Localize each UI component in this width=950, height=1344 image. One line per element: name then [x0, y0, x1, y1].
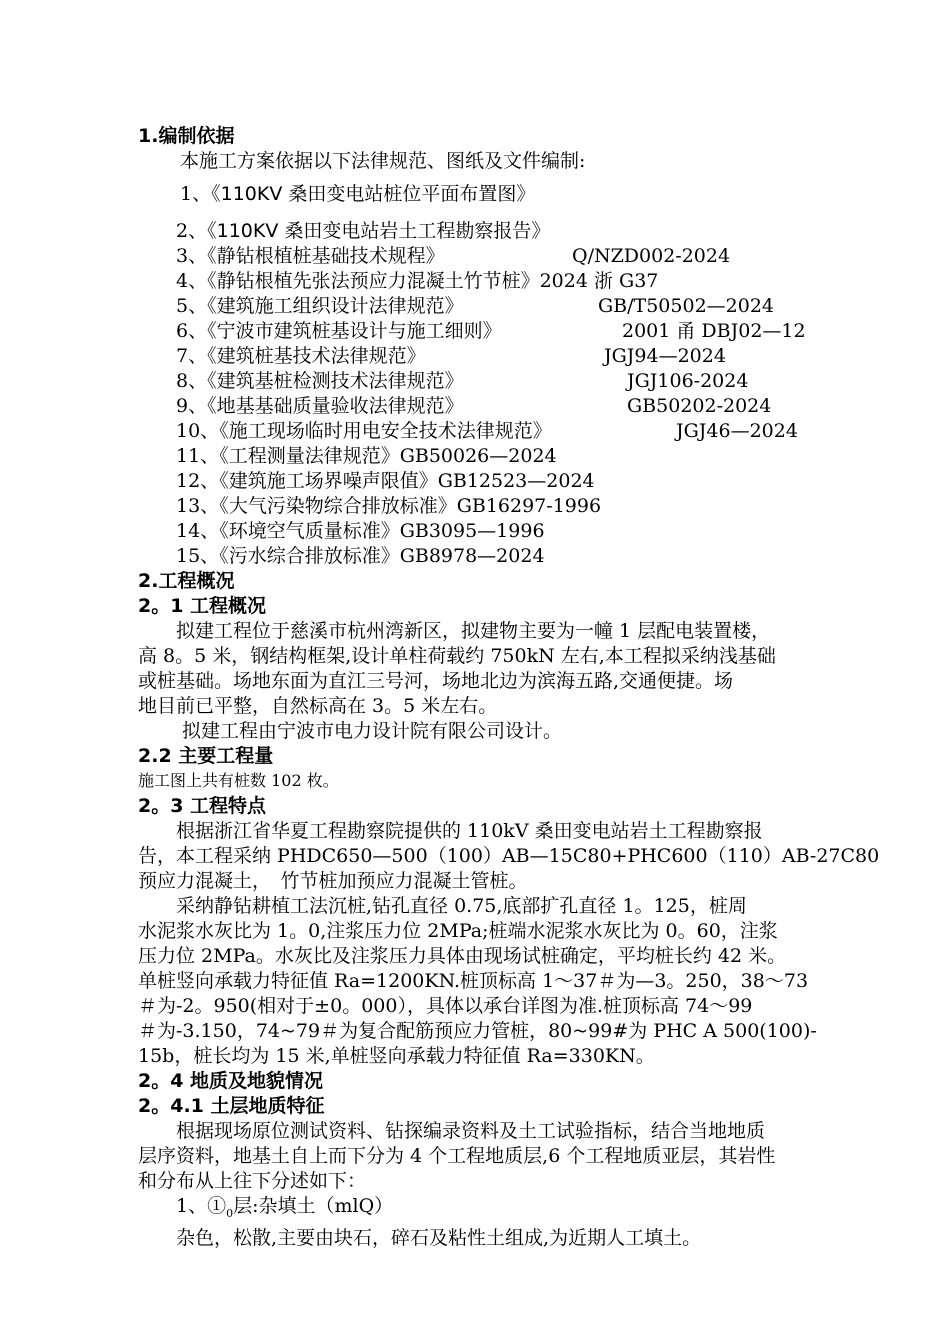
ref-title: 《地基基础质量验收法律规范》 [207, 395, 464, 417]
paragraph-line: 预应力混凝土， 竹节桩加预应力混凝土管桩。 [138, 870, 528, 892]
section-2-4-1-heading: 2。4.1 土层地质特征 [138, 1095, 325, 1117]
layer-subscript: 0 [226, 1206, 234, 1220]
ref-prefix: 《 [211, 183, 221, 205]
paragraph-line: 高 8。5 米，钢结构框架,设计单柱荷载约 750kN 左右,本工程拟采纳浅基础 [138, 645, 776, 667]
ref-project-name: 110KV 桑田变电站 [220, 183, 384, 205]
paragraph-line: ＃为-2。950(相对于±0。000），具体以承台详图为准.桩顶标高 74～99 [138, 995, 753, 1017]
paragraph-line: 根据浙江省华夏工程勘察院提供的 110kV 桑田变电站岩土工程勘察报 [138, 820, 763, 842]
ref-title: 《建筑施工组织设计法律规范》 [207, 295, 464, 317]
ref-number: 4、 [176, 270, 208, 292]
paragraph-line: 水泥浆水灰比为 1。0,注浆压力位 2MPa;桩端水泥浆水灰比为 0。60，注浆 [138, 920, 778, 942]
ref-standard: 2001 甬 DBJ02—12 [622, 320, 806, 342]
ref-number: 1、 [180, 183, 212, 205]
ref-number: 2、 [176, 220, 208, 242]
paragraph-line: 压力位 2MPa。水灰比及注浆压力具体由现场试桩确定，平均桩长约 42 米。 [138, 945, 787, 967]
ref-title: 《污水综合排放标准》GB8978—2024 [219, 545, 545, 567]
ref-number: 7、 [176, 345, 208, 367]
layer-label: 1、① [138, 1195, 227, 1217]
ref-item [176, 519, 545, 543]
ref-project-name: 110KV 桑田变电站 [216, 220, 380, 242]
ref-number: 15、 [176, 545, 220, 567]
ref-number: 3、 [176, 245, 208, 267]
ref-title: 《建筑基桩检测技术法律规范》 [207, 370, 464, 392]
ref-item [176, 244, 445, 268]
ref-title: 《大气污染物综合排放标准》GB16297-1996 [219, 495, 602, 517]
ref-standard: Q/NZD002-2024 [572, 245, 731, 267]
section-2-3-paragraph [138, 819, 880, 1069]
ref-title: 桩位平面布置图》 [383, 183, 536, 205]
layer-1-description: 杂色，松散,主要由块石，碎石及粘性土组成,为近期人工填土。 [138, 1226, 702, 1249]
paragraph-line: 根据现场原位测试资料、钻探编录资料及土工试验指标，结合当地地质 [138, 1120, 766, 1142]
paragraph-line: 或桩基础。场地东面为直江三号河，场地北边为滨海五路,交通便捷。场 [138, 670, 734, 692]
ref-number: 5、 [176, 295, 208, 317]
ref-title: 《宁波市建筑桩基设计与施工细则》 [207, 320, 502, 342]
ref-item [176, 294, 464, 318]
ref-number: 14、 [176, 520, 220, 542]
ref-number: 13、 [176, 495, 220, 517]
ref-item [176, 494, 601, 518]
ref-title: 《施工现场临时用电安全技术法律规范》 [219, 420, 552, 442]
ref-item [180, 182, 535, 206]
ref-prefix: 《 [207, 220, 217, 242]
ref-number: 10、 [176, 420, 220, 442]
section-1-intro: 本施工方案依据以下法律规范、图纸及文件编制: [180, 150, 586, 172]
paragraph-line: 和分布从上往下分述如下： [138, 1170, 367, 1192]
ref-title: 《工程测量法律规范》GB50026—2024 [219, 445, 557, 467]
ref-standard: JGJ46—2024 [676, 420, 798, 442]
paragraph-line: ＃为-3.150，74~79＃为复合配筋预应力管桩，80~99#为 PHC A 500(100)- [138, 1020, 817, 1042]
ref-title: 《静钻根植桩基础技术规程》 [207, 245, 445, 267]
ref-number: 9、 [176, 395, 208, 417]
ref-number: 6、 [176, 320, 208, 342]
section-2-2-paragraph: 施工图上共有桩数 102 枚。 [138, 771, 339, 790]
section-2-4-heading: 2。4 地质及地貌情况 [138, 1070, 324, 1092]
paragraph-line: 单桩竖向承载力特征值 Ra=1200KN.桩顶标高 1～37＃为—3。250，38～73 [138, 970, 809, 992]
ref-item [176, 544, 545, 568]
ref-number: 12、 [176, 470, 220, 492]
ref-item [176, 444, 557, 468]
ref-standard: GB/T50502—2024 [598, 295, 775, 317]
ref-item [176, 419, 552, 443]
ref-item [176, 369, 464, 393]
paragraph-line: 告，本工程采纳 PHDC650—500（100）AB—15C80+PHC600（110）AB-27C80 [138, 845, 880, 867]
section-1-heading: 1.编制依据 [138, 125, 235, 147]
section-2-1-paragraph [138, 619, 866, 744]
ref-number: 11、 [176, 445, 220, 467]
ref-item [176, 219, 550, 243]
ref-item [176, 319, 502, 343]
ref-item [176, 344, 426, 368]
paragraph-line: 地目前已平整，自然标高在 3。5 米左右。 [138, 695, 498, 717]
ref-item [176, 394, 464, 418]
section-2-heading: 2.工程概况 [138, 570, 235, 592]
section-2-1-heading: 2。1 工程概况 [138, 595, 267, 617]
ref-title: 《静钻根植先张法预应力混凝土竹节桩》2024 浙 G37 [207, 270, 659, 292]
ref-title: 《建筑桩基技术法律规范》 [207, 345, 426, 367]
ref-title: 《环境空气质量标准》GB3095—1996 [219, 520, 545, 542]
ref-standard: JGJ94—2024 [604, 345, 726, 367]
ref-standard: GB50202-2024 [627, 395, 772, 417]
paragraph-line: 层序资料，地基土自上而下分为 4 个工程地质层,6 个工程地质亚层，其岩性 [138, 1145, 776, 1167]
paragraph-line: 拟建工程由宁波市电力设计院有限公司设计。 [138, 720, 563, 742]
paragraph-line: 15b，桩长均为 15 米,单桩竖向承载力特征值 Ra=330KN。 [138, 1045, 655, 1067]
section-2-2-heading: 2.2 主要工程量 [138, 745, 274, 767]
section-2-4-1-paragraph [138, 1119, 866, 1251]
layer-1-title [138, 1194, 866, 1226]
ref-title: 《建筑施工场界噪声限值》GB12523—2024 [219, 470, 595, 492]
ref-item [176, 469, 595, 493]
layer-name: 层:杂填土（mlQ） [233, 1195, 394, 1217]
ref-standard: JGJ106-2024 [627, 370, 749, 392]
ref-title: 岩土工程勘察报告》 [379, 220, 551, 242]
ref-number: 8、 [176, 370, 208, 392]
paragraph-line: 拟建工程位于慈溪市杭州湾新区，拟建物主要为一幢 1 层配电装置楼， [138, 620, 771, 642]
section-2-3-heading: 2。3 工程特点 [138, 795, 267, 817]
ref-item [176, 269, 658, 293]
paragraph-line: 采纳静钻耕植工法沉桩,钻孔直径 0.75,底部扩孔直径 1。125，桩周 [138, 895, 747, 917]
